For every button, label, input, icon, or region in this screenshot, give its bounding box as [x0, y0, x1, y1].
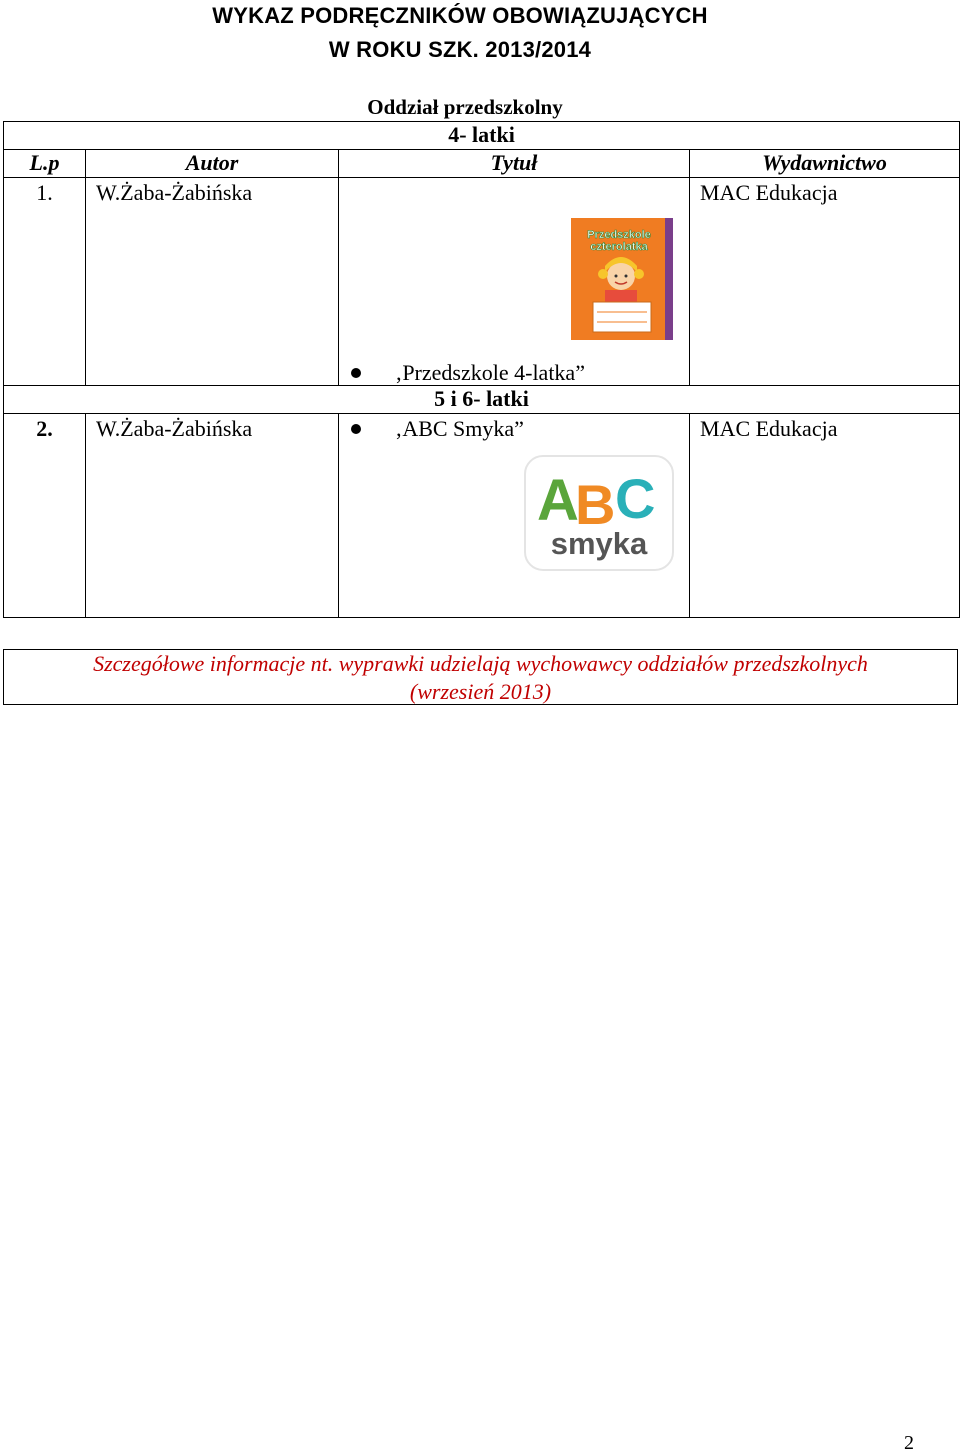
- logo-word: smyka: [550, 526, 648, 561]
- column-header-publisher: Wydawnictwo: [690, 150, 960, 178]
- book-cover-image: [571, 218, 681, 342]
- row-author: W.Żaba-Żabińska: [86, 178, 339, 386]
- cover-title-text-2: czterolatka: [590, 241, 648, 253]
- bullet-icon: [351, 424, 361, 434]
- row-number: 2.: [4, 414, 86, 618]
- info-date: (wrzesień 2013): [409, 679, 552, 704]
- row-author: W.Żaba-Żabińska: [86, 414, 339, 618]
- section-title: Oddział przedszkolny: [367, 95, 563, 119]
- cover-spine: [665, 218, 673, 340]
- row-title-cell: [339, 414, 690, 618]
- title-item: [339, 360, 585, 386]
- book-title: ‚ABC Smyka”: [395, 416, 524, 441]
- column-header-title: Tytuł: [339, 150, 690, 178]
- school-year-title: W ROKU SZK. 2013/2014: [328, 37, 592, 62]
- row-publisher: MAC Edukacja: [690, 414, 960, 618]
- cover-title-text: Przedszkole: [587, 229, 651, 241]
- page-number: 2: [904, 1432, 914, 1454]
- group-label-5-6: 5 i 6- latki: [4, 386, 960, 414]
- info-box: [3, 649, 958, 705]
- row-title-cell: [339, 178, 690, 386]
- document-title: WYKAZ PODRĘCZNIKÓW OBOWIĄZUJĄCYCH: [212, 3, 708, 28]
- group-row-5-6: [4, 386, 960, 414]
- column-header-lp: L.p: [4, 150, 86, 178]
- row-number: 1.: [4, 178, 86, 386]
- cover-board: [593, 302, 651, 332]
- title-item: [339, 416, 524, 442]
- group-row-4: [4, 122, 960, 150]
- table-header: [4, 150, 960, 178]
- logo-letter-b: B: [575, 473, 616, 536]
- table-row: [4, 414, 960, 618]
- logo-letter-c: C: [615, 467, 656, 530]
- logo-letter-a: A: [537, 468, 579, 533]
- row-publisher: MAC Edukacja: [690, 178, 960, 386]
- books-table: [3, 121, 960, 618]
- bullet-icon: [351, 368, 361, 378]
- group-label-4: 4- latki: [4, 122, 960, 150]
- info-text: Szczegółowe informacje nt. wyprawki udzielają wychowawcy oddziałów przedszkolnych: [93, 651, 868, 676]
- book-title: ‚Przedszkole 4-latka”: [395, 360, 585, 385]
- abc-smyka-logo: [523, 454, 675, 572]
- column-header-author: Autor: [86, 150, 339, 178]
- table-row: [4, 178, 960, 386]
